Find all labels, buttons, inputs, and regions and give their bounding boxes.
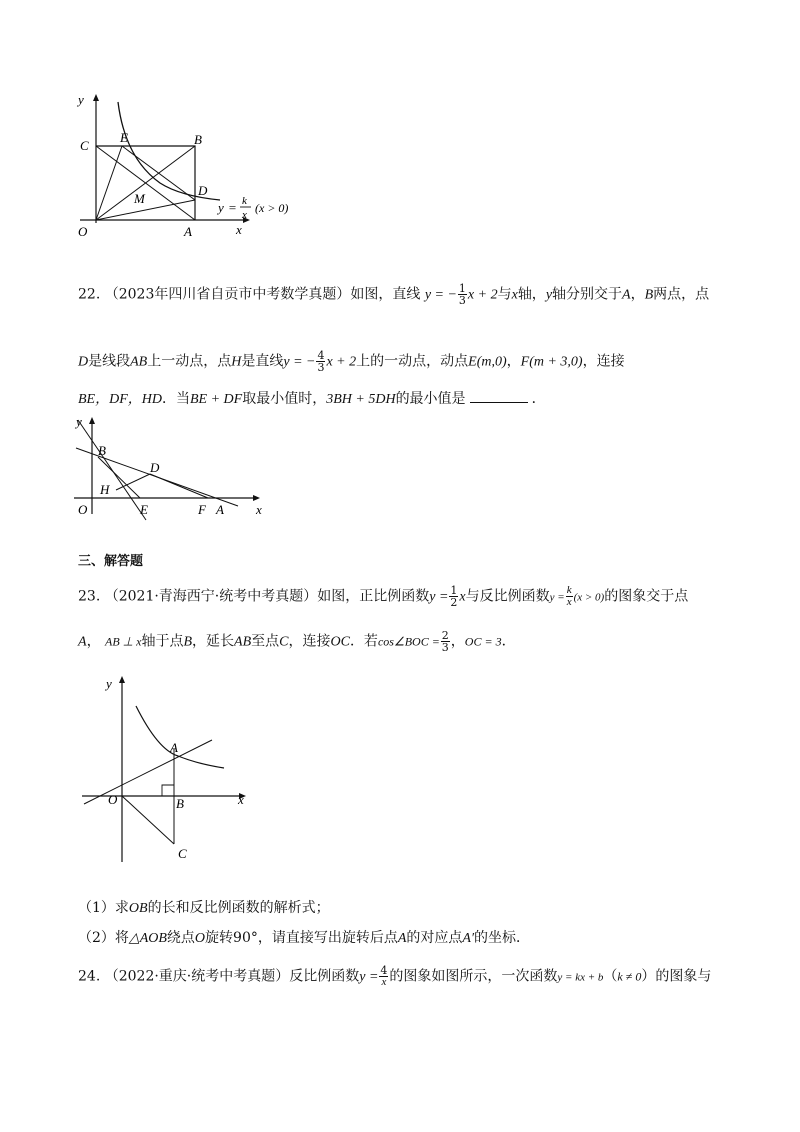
q23-var: O <box>194 931 206 946</box>
label-x: x <box>238 792 244 807</box>
q24-text: ）的图象与 <box>641 968 712 985</box>
label-y: y <box>106 676 112 691</box>
q23-var: C <box>279 634 289 650</box>
q24-text: 的图象如图所示，一次函数 <box>389 968 558 985</box>
q22-text: 上的一动点，动点 <box>356 353 469 370</box>
q23-fraction: $\frac{1}{2}$ <box>450 584 458 609</box>
question-number: 22. <box>78 286 101 303</box>
q22-var: B <box>644 287 654 303</box>
q23-expr: OC = 3 <box>464 634 502 649</box>
q23-var: A <box>397 931 407 946</box>
q23-text: ，延长 <box>192 633 235 650</box>
q22-text: ，连接 <box>582 353 625 370</box>
q22-text: ． <box>531 391 546 407</box>
q23-fraction: $\frac{2}{3}$ <box>441 629 449 654</box>
label-O: O <box>78 224 88 239</box>
label-D: D <box>198 183 208 198</box>
q23-text: 至点 <box>251 633 280 650</box>
label-A: A <box>170 740 178 755</box>
q22-eq-rhs: x + 2 <box>326 354 357 370</box>
q22-line3 <box>78 388 546 410</box>
q22-text: 轴， <box>517 286 546 303</box>
q23-text: （1）求 <box>78 900 129 916</box>
q23-var: AB <box>234 634 252 650</box>
answer-blank[interactable] <box>470 388 528 403</box>
q22-fraction: $\frac{4}{3}$ <box>317 349 325 374</box>
q22-expr: BE + DF <box>190 392 243 407</box>
q22-segments: BE，DF，HD <box>78 392 162 407</box>
label-C: C <box>178 846 187 861</box>
q22-text: 两点，点 <box>653 286 710 303</box>
q23-text: 的图象交于点 <box>604 588 689 605</box>
q22-eq-rhs: x + 2 <box>467 287 498 303</box>
q22-point-f: F(m + 3,0) <box>520 354 583 370</box>
label-O: O <box>108 792 118 807</box>
q22-expr: 3BH + 5DH <box>326 392 396 407</box>
q22-eq-lhs: y = − <box>424 287 457 303</box>
q23-text: ，连接 <box>288 633 331 650</box>
q23-var: OB <box>128 901 148 916</box>
q23-var: B <box>183 634 193 650</box>
curve-eq-x: x <box>242 209 247 221</box>
question-number: 24. <box>78 968 101 985</box>
question-number: 23. <box>78 588 101 605</box>
q23-text: 如图，正比例函数 <box>317 588 430 605</box>
q22-text: 是线段 <box>88 353 131 370</box>
q23-text: （2）将 <box>78 930 129 946</box>
q23-text: 的坐标． <box>474 930 531 946</box>
figure-q22 <box>70 414 270 524</box>
curve-eq-equals: = <box>228 200 237 215</box>
figure-q23 <box>78 672 258 867</box>
q22-text: ．当 <box>162 391 190 407</box>
q23-text: ， <box>450 633 465 650</box>
q23-sub1 <box>78 898 330 919</box>
label-M: M <box>134 191 145 206</box>
figure-q21 <box>70 88 310 248</box>
question-source: （2022·重庆·统考中考真题） <box>104 968 290 985</box>
label-E: E <box>120 130 128 145</box>
label-x: x <box>256 502 262 517</box>
q23-text: 的长和反比例函数的解析式； <box>147 900 330 916</box>
label-C: C <box>80 138 89 153</box>
q23-eq-lhs: y = <box>429 589 449 605</box>
q22-var: AB <box>130 354 148 370</box>
q22-var: x <box>511 287 518 303</box>
q22-var: y <box>545 287 553 303</box>
q23-sub2 <box>78 928 530 949</box>
q24-eq: y = kx + b <box>557 971 604 984</box>
q23-fraction: $\frac{k}{x}$ <box>566 584 572 608</box>
q24-fraction: $\frac{4}{x}$ <box>380 964 388 988</box>
q23-text: 绕点 <box>166 930 195 946</box>
q23-text: 轴于点 <box>141 633 184 650</box>
q23-line2 <box>78 630 516 653</box>
q24-text: （ <box>603 968 618 985</box>
q22-text: 如图，直线 <box>350 286 421 303</box>
label-y: y <box>76 414 82 429</box>
q22-fraction: $\frac{1}{3}$ <box>458 282 466 307</box>
q22-text: 上一动点，点 <box>147 353 232 370</box>
question-source: （2021·青海西宁·统考中考真题） <box>104 588 318 605</box>
label-F: F <box>198 502 206 517</box>
section-heading: 三、解答题 <box>78 554 144 569</box>
q24-line1 <box>78 965 711 988</box>
q23-text: ．若 <box>349 633 378 650</box>
q24-eq-lhs: y = <box>359 969 379 985</box>
q22-var: A <box>622 287 631 303</box>
question-source: （2023年四川省自贡市中考数学真题） <box>104 286 351 303</box>
label-A: A <box>184 224 192 239</box>
label-A: A <box>216 502 224 517</box>
q23-text: 的对应点 <box>406 930 463 946</box>
q23-var: A <box>78 634 87 650</box>
q23-eq-lhs: y = <box>549 591 565 604</box>
label-y: y <box>78 92 84 107</box>
curve-eq-cond: (x > 0) <box>255 201 289 215</box>
label-D: D <box>150 460 160 475</box>
q22-text: 轴分别交于 <box>552 286 623 303</box>
q23-line1 <box>78 585 688 608</box>
q23-text: 旋转90°，请直接写出旋转后点 <box>205 930 398 946</box>
q22-line2 <box>78 350 625 373</box>
q23-text: ， <box>86 633 101 650</box>
q22-text: ， <box>630 286 645 303</box>
q22-eq-lhs: y = − <box>283 354 316 370</box>
label-B: B <box>176 796 184 811</box>
q24-cond: k ≠ 0 <box>617 969 642 984</box>
q23-var: △AOB <box>128 931 167 946</box>
q22-text: 与 <box>497 286 512 303</box>
label-B: B <box>194 132 202 147</box>
q22-var: H <box>231 354 242 370</box>
label-x: x <box>236 222 242 237</box>
q24-text: 反比例函数 <box>289 968 360 985</box>
label-B: B <box>98 443 106 458</box>
q22-text: 的最小值是 <box>395 391 466 407</box>
q22-var: D <box>78 354 89 370</box>
q22-point-e: E(m,0) <box>468 354 507 370</box>
q22-line1 <box>78 283 709 306</box>
q23-var: A′ <box>462 931 475 946</box>
q23-text: ． <box>501 633 516 650</box>
q23-eq-rhs: x <box>459 589 466 605</box>
q23-cond: (x > 0) <box>573 591 605 604</box>
q23-text: 与反比例函数 <box>465 588 550 605</box>
label-H: H <box>100 482 110 497</box>
q22-text: 取最小值时， <box>242 391 327 407</box>
label-E: E <box>140 502 148 517</box>
q23-cos: cos∠BOC = <box>377 634 440 649</box>
q22-text: 是直线 <box>241 353 284 370</box>
q22-text: ， <box>506 353 521 370</box>
q23-var: OC <box>330 634 350 650</box>
label-O: O <box>78 502 88 517</box>
curve-eq-k: k <box>242 195 247 207</box>
q23-expr: AB ⊥ x <box>105 634 142 649</box>
curve-eq-y: y <box>218 200 224 215</box>
